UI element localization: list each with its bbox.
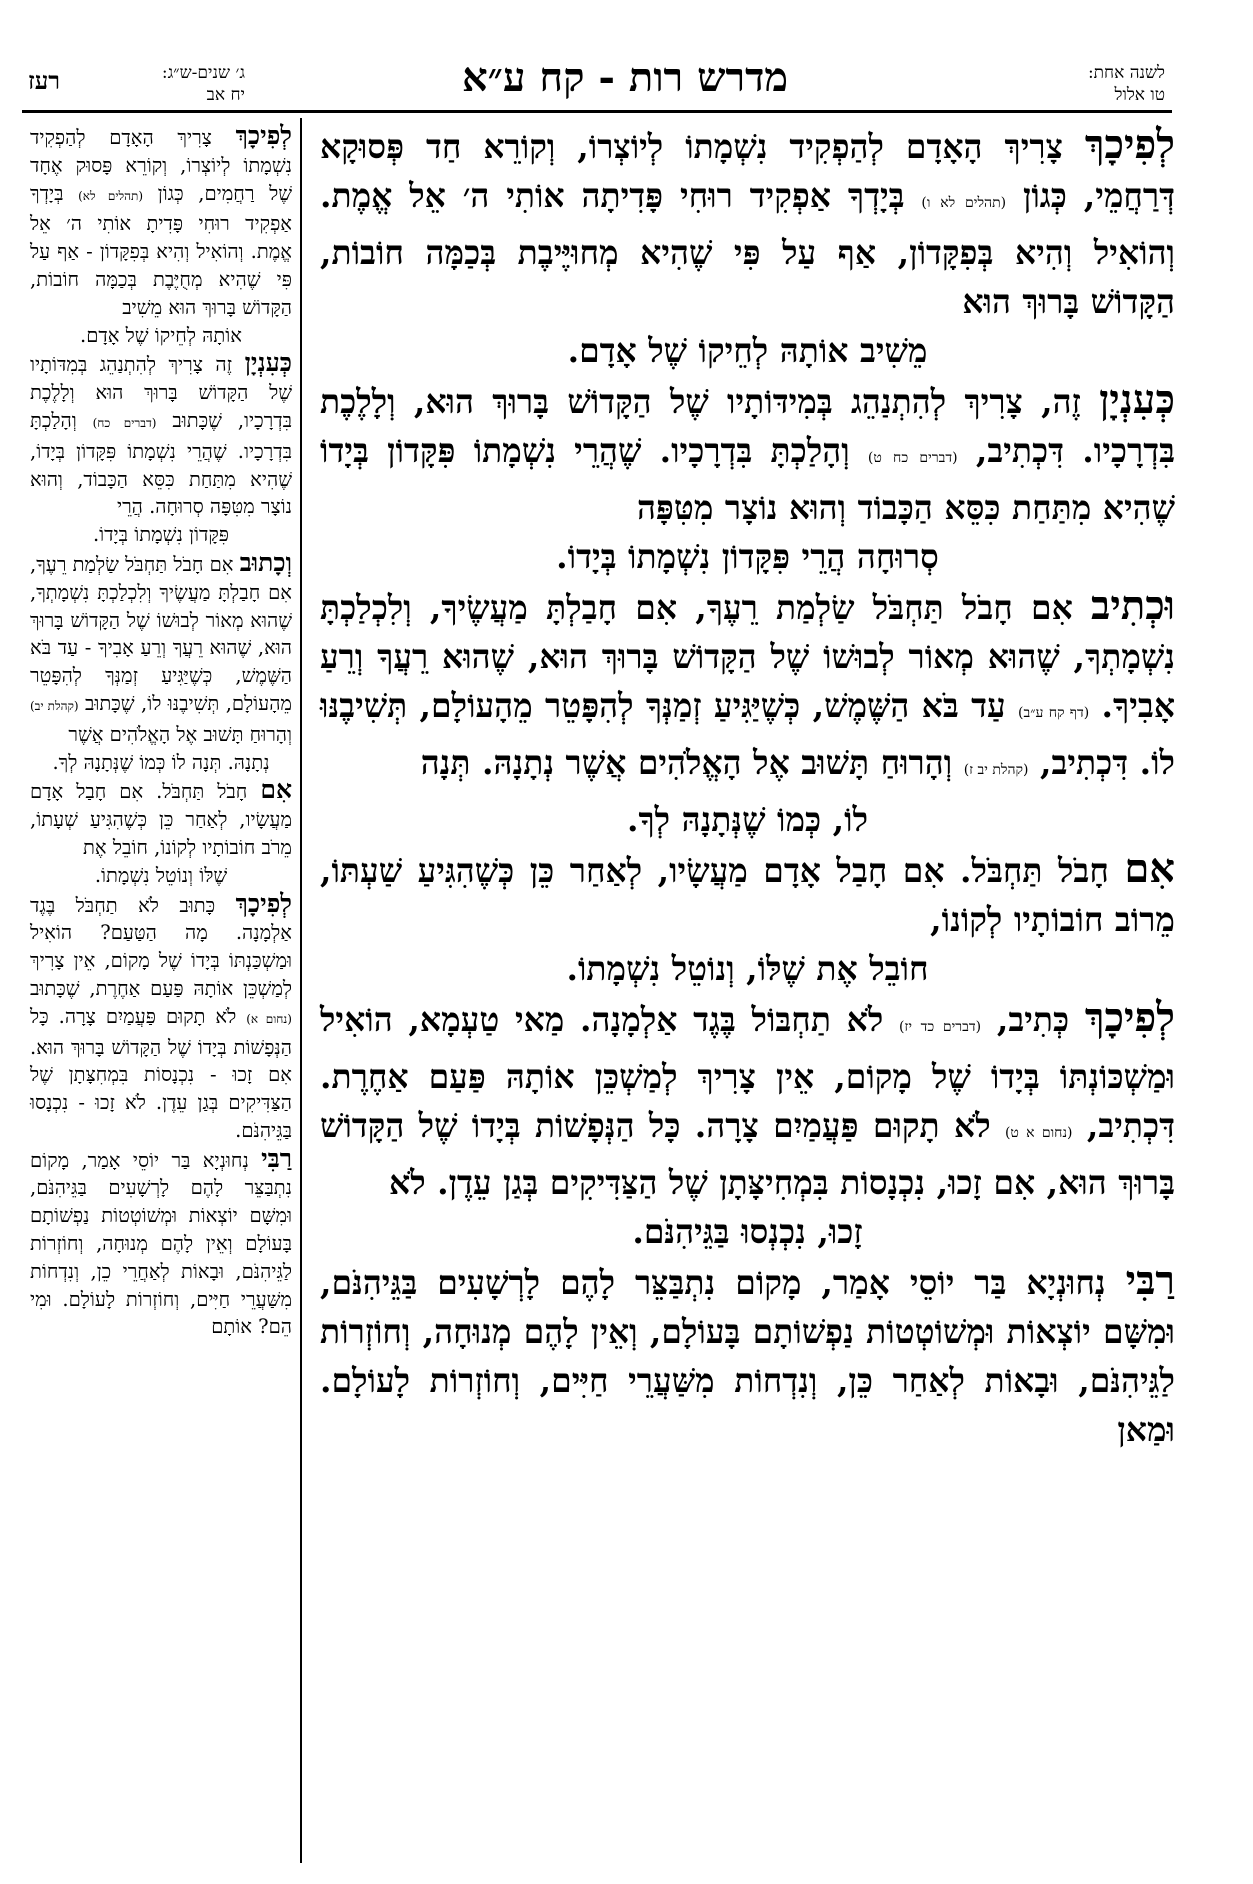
paragraph-end: לוֹ, כְּמוֹ שֶׁנְּתָנָהּ לְךָ. — [626, 800, 869, 839]
paragraph-text: לֹא תָקוּם פַּעֲמַיִם צָרָה. כָּל הַנְּפָשׁוֹת בְּיָדוֹ שֶׁל הַקָּדוֹשׁ בָּרוּךְ הוּא, אִם זָכוּ, נִכְנָסוֹת בִּמְחִיצָּתָן שֶׁל הַצַּדִּיקִים בְּגַן עֵדֶן. לֹא — [320, 1106, 1175, 1202]
hebrew-translation-column — [30, 122, 292, 1341]
date-left-line2: יח אב — [206, 85, 245, 105]
source-reference: (נחום א) — [246, 1011, 292, 1026]
date-right — [1035, 62, 1165, 106]
paragraph-end: נְתָנָהּ. תְּנָה לוֹ כְּמוֹ שֶׁנְּתָנָהּ לְךָ. — [52, 750, 270, 774]
paragraph-text: בְּיָדְךָ אַפְקִיד רוּחִי פָּדִיתָ אוֹתִי ה׳ אֵל אֱמֶת. וְהוֹאִיל וְהִיא בְּפִקָּדוֹן - אַף עַל פִּי שֶׁהִיא מְחֻיֶּבֶת בְּכַמָּה חוֹבוֹת, הַקָּדוֹשׁ בָּרוּךְ הוּא מֵשִׁיב — [30, 181, 292, 319]
paragraph-end: אוֹתָהּ לְחֵיקוֹ שֶׁל אָדָם. — [80, 323, 242, 347]
paragraph — [320, 844, 1175, 944]
paragraph-text: זֶה צָרִיךְ לְהִתְנַהֵג בְּמִדּוֹתָיו שֶׁל הַקָּדוֹשׁ בָּרוּךְ הוּא וְלָלֶכֶת בִּדְרָכָיו, שֶׁכָּתוּב — [30, 353, 293, 432]
paragraph-text: בְּיָדְךָ אַפְקִיד רוּחִי פָּדִיתָה אוֹתִי ה׳ אֵל אֱמֶת. וְהוֹאִיל וְהִיא בְּפִקָּדוֹן, אַף עַל פִּי שֶׁהִיא מְחוּיֶּיבֶת בְּכַמָּה חוֹבוֹת, הַקָּדוֹשׁ בָּרוּךְ הוּא — [320, 176, 1175, 321]
header-rule — [22, 110, 1172, 113]
source-reference: (קהלת יב) — [30, 698, 79, 713]
paragraph-end: מֵשִׁיב אוֹתָהּ לְחֵיקוֹ שֶׁל אָדָם. — [567, 331, 928, 370]
paragraph-text: חָבֹל תַּחְבֹּל. אִם חָבַל אָדָם מַעֲשָׂיו, לְאַחַר כֵּן כְּשֶׁהִגִּיעַ שַׁעְתּוֹ, מֵרוֹב חוֹבוֹתָיו לְקוֹנוֹ, — [320, 851, 1175, 939]
source-reference: (תהלים לא) — [78, 188, 144, 203]
date-right-line2: טו אלול — [1114, 85, 1165, 105]
page-number: רעז — [28, 66, 61, 95]
opening-word: רַבִּי — [1125, 1257, 1175, 1304]
opening-word: לְפִיכָךְ — [1084, 994, 1175, 1041]
page-title: מדרש רות - קח ע״א — [461, 54, 789, 101]
opening-word: אִם — [260, 775, 292, 805]
paragraph — [320, 993, 1175, 1207]
opening-word: כְּעִנְיָן — [244, 348, 292, 378]
opening-word: רַבִּי — [261, 1143, 292, 1173]
aramaic-column — [320, 120, 1175, 1454]
opening-word: לְפִיכָךְ — [1084, 121, 1175, 168]
paragraph-text: עַד בֹּא הַשֶּׁמֶשׁ, כְּשֶׁיַּגִּיעַ זְמַנְּךָ לְהִפָּטֵר מֵהָעוֹלָם, תְּשִׁיבֶנּוּ לוֹ. דִּכְתִיב, — [320, 686, 1175, 782]
paragraph-text: לֹא תָקוּם פַּעֲמַיִם צָרָה. כָּל הַנְּפָשׁוֹת בְּיָדוֹ שֶׁל הַקָּדוֹשׁ בָּרוּךְ הוּא. אִם זָכוּ - נִכְנָסוֹת בִּמְחִצָּתָן שֶׁל הַצַּדִּיקִים בְּגַן עֵדֶן. לֹא זָכוּ - נִכְנָסוּ בַּגֵּיהִנֹּם. — [30, 1004, 292, 1142]
paragraph-text: וְהָלַכְתָּ בִּדְרָכָיו. שֶׁהֲרֵי נִשְׁמָתוֹ פִּקָּדוֹן בְּיָדוֹ, שֶׁהִיא מִתַּחַת כִּסֵּא הַכָּבוֹד, וְהוּא נוֹצָר מִטִּפָּה סְרוּחָה. הֲרֵי — [30, 408, 292, 519]
source-reference: (נחום א ט) — [1004, 1125, 1073, 1141]
date-right-line1: לשנה אחת: — [1087, 63, 1165, 83]
paragraph-text: צָרִיךְ הָאָדָם לְהַפְקִיד נִשְׁמָתוֹ לְיוֹצְרוֹ, וְקוֹרֵא חַד פְּסוּקָא דְּרַחֲמֵי, כְּגוֹן — [320, 127, 1176, 215]
paragraph — [320, 120, 1175, 326]
source-reference: (תהלים לא ו) — [921, 195, 1007, 211]
paragraph-text: וְהָרוּחַ תָּשׁוּב אֶל הָאֱלֹהִים אֲשֶׁר נְתָנָהּ. תְּנָה — [420, 743, 964, 782]
paragraph-text: אִם חָבֹל תַּחְבֹּל שַׂלְמַת רֵעֶךָ, אִם חָבַלְתָּ מַעֲשֶׂיךָ וְלִכְלַכְתָּ נִשְׁמָתְךָ, שֶׁהוּא מְאוֹר לְבוּשׁוֹ שֶׁל הַקָּדוֹשׁ בָּרוּךְ הוּא, שֶׁהוּא רֵעֲךָ וְרֵעַ אָבִיךָ - עַד בֹּא הַשֶּׁמֶשׁ, כְּשֶׁיַּגִּיעַ זְמַנְּךָ לְהִפָּטֵר מֵהָעוֹלָם, תְּשִׁיבֶנּוּ לוֹ, שֶׁכָּתוּב — [30, 552, 292, 715]
paragraph-text: כְּתִיב, — [981, 1000, 1085, 1039]
paragraph-text: נְחוּנְיָא בַּר יוֹסֵי אָמַר, מָקוֹם נִתְבַּצֵּר לָהֶם לָרְשָׁעִים בַּגֵּיהִנֹּם, וּמִשָּׁם יוֹצְאוֹת וּמְשׁוֹטְטוֹת נַפְשׁוֹתָם בָּעוֹלָם, וְאֵין לָהֶם מְנוּחָה, וְחוֹזְרוֹת לַגֵּיהִנֹּם, וּבָאוֹת לְאַחַר כֵּן, וְנִדְחוֹת מִשַּׁעֲרֵי חַיִּים, וְחוֹזְרוֹת לָעוֹלָם. וּמַאן — [320, 1263, 1175, 1449]
opening-word: לְפִיכָךְ — [235, 121, 292, 150]
paragraph-end: פִּקָּדוֹן נִשְׁמָתוֹ בְּיָדוֹ. — [92, 523, 230, 547]
paragraph — [30, 1145, 292, 1342]
opening-word: וְכָתוּב — [239, 547, 292, 577]
paragraph-text: חָבֹל תַּחְבֹּל. אִם חָבַל אָדָם מַעֲשָׂיו, לְאַחַר כֵּן כְּשֶׁהִגִּיעַ שְׁעָתוֹ, מֵרֹב חוֹבוֹתָיו לְקוֹנוֹ, חוֹבֵל אֶת — [30, 780, 292, 859]
paragraph — [320, 581, 1175, 795]
paragraph-end: זָכוּ, נִכְנְסוּ בַּגֵּיהִנֹּם. — [632, 1212, 863, 1251]
source-reference: (דברים כח ט) — [867, 450, 958, 466]
paragraph — [30, 776, 292, 861]
paragraph-text: זֶה, צָרִיךְ לְהִתְנַהֵג בְּמִידּוֹתָיו שֶׁל הַקָּדוֹשׁ בָּרוּךְ הוּא, וְלָלֶכֶת בִּדְרָכָיו. דִּכְתִיב, — [320, 382, 1175, 470]
opening-word: כְּעִנְיָן — [1099, 376, 1175, 423]
date-left-line1: ג׳ שנים-ש״ג: — [161, 63, 245, 83]
paragraph-end: סְרוּחָה הֲרֵי פִּקָּדוֹן נִשְׁמָתוֹ בְּיָדוֹ. — [556, 537, 939, 576]
paragraph-text: לֹא תַחְבּוֹל בֶּגֶד אַלְמָנָה. מַאי טַעְמָא, הוֹאִיל וּמַשְׁכּוֹנְתּוֹ בְּיָדוֹ שֶׁל מָקוֹם, אֵין צָרִיךְ לְמַשְׁכֵּן אוֹתָהּ פַּעַם אַחֶרֶת. דִּכְתִיב, — [320, 1000, 1176, 1145]
source-reference: (קהלת יב ז) — [963, 762, 1029, 778]
paragraph — [30, 890, 292, 1145]
opening-word: אִם — [1124, 845, 1175, 892]
paragraph — [30, 122, 292, 322]
opening-word: לְפִיכָךְ — [235, 888, 292, 918]
paragraph-end: חוֹבֵל אֶת שֶׁלּוֹ, וְנוֹטֵל נִשְׁמָתוֹ. — [566, 949, 929, 988]
paragraph — [30, 549, 292, 749]
opening-word: וּכְתִיב — [1091, 582, 1175, 629]
source-reference: (דף קח ע״ב) — [1017, 705, 1090, 721]
paragraph-text: וְהָרוּחַ תָּשׁוּב אֶל הָאֱלֹהִים אֲשֶׁר — [68, 722, 292, 746]
paragraph-text: אִם חָבֹל תַּחְבֹּל שַׂלְמַת רֵעֶךָ, אִם חָבַלְתָּ מַעֲשֶׂיךָ, וְלִכְלַכְתָּ נִשְׁמָתְךָ, שֶׁהוּא מְאוֹר לְבוּשׁוֹ שֶׁל הַקָּדוֹשׁ בָּרוּךְ הוּא, שֶׁהוּא רֵעֲךָ וְרֵעַ אָבִיךָ. — [320, 588, 1176, 725]
paragraph-text: צָרִיךְ הָאָדָם לְהַפְקִיד נִשְׁמָתוֹ לְיוֹצְרוֹ, וְקוֹרֵא פָּסוּק אֶחָד שֶׁל רַחֲמִים, כְּגוֹן — [30, 126, 293, 205]
paragraph-text: נְחוּנְיָא בַּר יוֹסֵי אָמַר, מָקוֹם נִתְבַּצֵּר לָהֶם לָרְשָׁעִים בַּגֵּיהִנֹּם, וּמִשָּׁם יוֹצְאוֹת וּמְשׁוֹטְטוֹת נַפְשׁוֹתָם בָּעוֹלָם וְאֵין לָהֶם מְנוּחָה, וְחוֹזְרוֹת לַגֵּיהִנֹּם, וּבָאוֹת לְאַחֲרֵי כֵן, וְנִדְחוֹת מִשַּׁעֲרֵי חַיִּים, וְחוֹזְרוֹת לָעוֹלָם. וּמִי הֵם? אוֹתָם — [30, 1148, 292, 1339]
paragraph-end: שֶׁלּוֹ וְנוֹטֵל נִשְׁמָתוֹ. — [94, 863, 228, 887]
paragraph — [320, 1256, 1175, 1454]
date-left — [135, 62, 245, 106]
paragraph-text: וְהָלַכְתָּ בִּדְרָכָיו. שֶׁהֲרֵי נִשְׁמָתוֹ פִּקָּדוֹן בְּיָדוֹ שֶׁהִיא מִתַּחַת כִּסֵּא הַכָּבוֹד וְהוּא נוֹצָר מִטִּפָּה — [320, 431, 1175, 527]
paragraph — [30, 349, 292, 521]
paragraph-text: כָּתוּב לֹא תַחְבֹּל בֶּגֶד אַלְמָנָה. מָה הַטַּעַם? הוֹאִיל וּמַשְׁכַּנְתּוֹ בְּיָדוֹ שֶׁל מָקוֹם, אֵין צָרִיךְ לְמַשְׁכֵּן אוֹתָהּ פַּעַם אַחֶרֶת, שֶׁכָּתוּב — [30, 893, 292, 1000]
source-reference: (דברים כח) — [92, 415, 157, 430]
source-reference: (דברים כד יז) — [898, 1019, 982, 1035]
column-divider — [300, 118, 302, 1863]
paragraph — [320, 375, 1175, 532]
